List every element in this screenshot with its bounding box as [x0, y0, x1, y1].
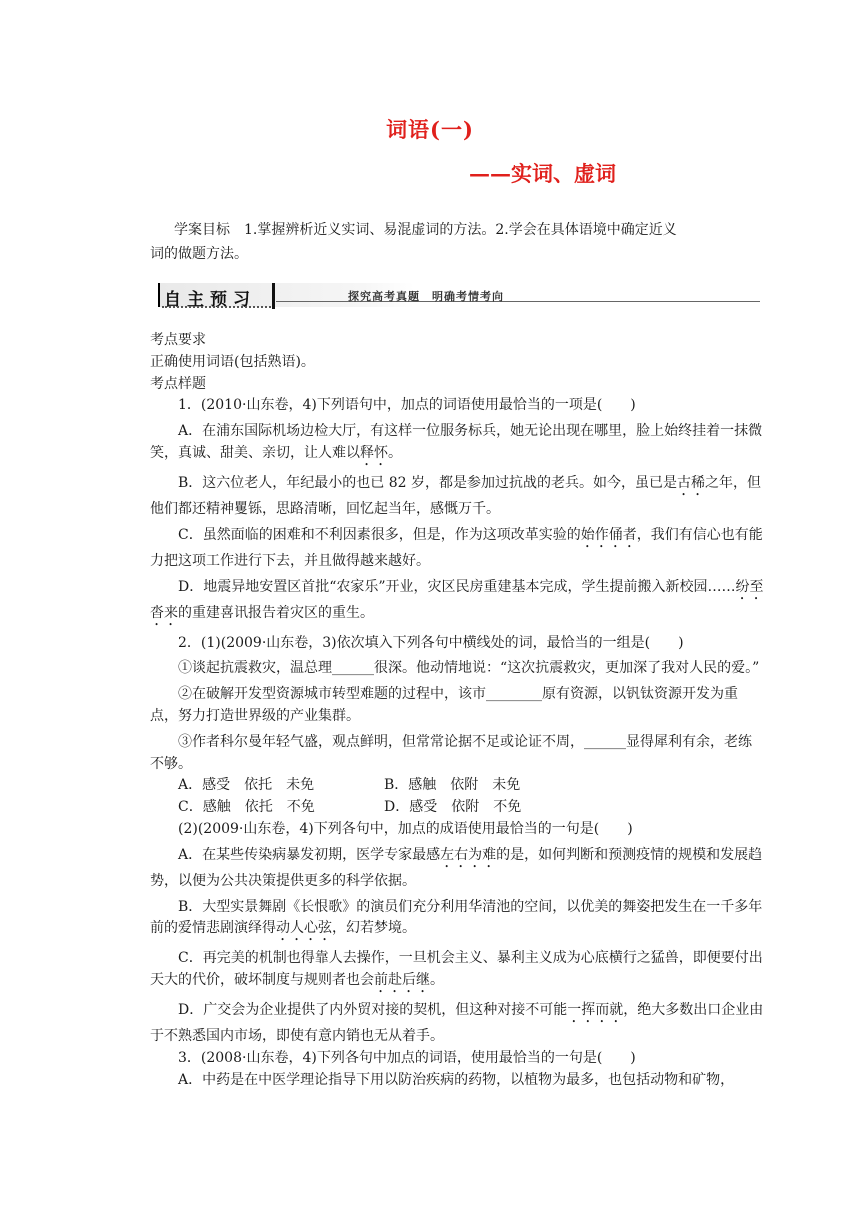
q2-option-b: B．感触 依附 未免 [384, 777, 521, 794]
content-body [150, 330, 764, 1092]
page-subtitle: ——实词、虚词 [469, 161, 616, 186]
q2-option-c: C．感触 依托 不免 [178, 799, 315, 816]
q3-stem: 3．(2008·山东卷，4)下列各句中加点的词语，使用最恰当的一句是( ) [178, 1049, 636, 1066]
q3-option-a: A．中药是在中医学理论指导下用以防治疾病的药物，以植物为最多，也包括动物和矿物， [178, 1071, 735, 1088]
banner-bar [272, 283, 275, 309]
q1-option-a: A．在浦东国际机场边检大厅，有这样一位服务标兵，她无论出现在哪里，脸上始终挂着一抹微笑，真诚、甜美、亲切，让人难以释怀。 [150, 423, 763, 461]
q2-options-row-1 [150, 775, 764, 797]
q2-2-option-a: A．在某些传染病暴发初期，医学专家最感左右为难的是，如何判断和预测疫情的规模和发展趋势，以便为公共决策提供更多的科学依据。 [150, 846, 763, 889]
q2-2-option-d: D．广交会为企业提供了内外贸对接的契机，但这种对接不可能一挥而就，绝大多数出口企业由于不熟悉国内市场，即使有意内销也无从着手。 [150, 1002, 764, 1045]
q2-stem: 2．(1)(2009·山东卷，3)依次填入下列各句中横线处的词，最恰当的一组是( ) [178, 634, 684, 651]
q2-sentence-1: ①谈起抗震救灾，温总理______很深。他动情地说：“这次抗震救灾，更加深了我对人民的爱。” [178, 660, 760, 677]
section-banner [148, 281, 760, 311]
learning-goal [150, 218, 754, 266]
q2-sentence-3: ③作者科尔曼年轻气盛，观点鲜明，但常常论据不足或论证不周，______显得犀利有余，老练不够。 [150, 733, 752, 772]
q2-options-row-2 [150, 797, 764, 819]
q2-2-option-c: C．再完美的机制也得靠人去操作，一旦机会主义、暴利主义成为心底横行之猛兽，即便要付出天大的代价，破坏制度与规则者也会前赴后继。 [150, 950, 763, 989]
kd-text: 正确使用词语(包括熟语)。 [150, 353, 315, 370]
q1-option-c: C．虽然面临的困难和不利因素很多，但是，作为这项改革实验的始作俑者，我们有信心也有能力把这项工作进行下去，并且做得越来越好。 [150, 526, 763, 569]
q1-option-d: D．地震异地安置区首批“农家乐”开业，灾区民房重建基本完成，学生提前搬入新校园……纷至沓来的重建喜讯报告着灾区的重生。 [150, 578, 764, 621]
banner-dots [162, 306, 274, 308]
q2-option-d: D．感受 依附 不免 [384, 799, 522, 816]
banner-title: 自主预习 [164, 290, 256, 310]
q1-stem: 1．(2010·山东卷，4)下列语句中，加点的词语使用最恰当的一项是( ) [178, 397, 636, 414]
page-title: 词语(一) [386, 117, 474, 142]
banner-subtitle: 探究高考真题 明确考情考向 [348, 290, 504, 303]
goal-line-1: 1.掌握辨析近义实词、易混虚词的方法。2.学会在具体语境中确定近义 [244, 222, 677, 238]
yt-label: 考点样题 [150, 375, 206, 392]
q2-2-option-b: B．大型实景舞剧《长恨歌》的演员们充分利用华清池的空间，以优美的舞姿把发生在一千多年前的爱情悲剧演绎得动人心弦，幻若梦境。 [150, 898, 763, 937]
q2-stem-2: (2)(2009·山东卷，4)下列各句中，加点的成语使用最恰当的一句是( ) [178, 820, 633, 837]
kd-label: 考点要求 [150, 332, 206, 348]
q2-option-a: A．感受 依托 未免 [178, 777, 315, 794]
goal-line-2: 词的做题方法。 [150, 246, 248, 262]
q1-option-b: B．这六位老人，年纪最小的也已 82 岁，都是参加过抗战的老兵。如今，虽已是古稀之年，但他们都还精神矍铄，思路清晰，回忆起当年，感慨万千。 [150, 474, 762, 517]
goal-label: 学案目标 [174, 222, 230, 238]
q2-sentence-2: ②在破解开发型资源城市转型难题的过程中，该市________原有资源，以钒钛资源开发为重点，努力打造世界级的产业集群。 [150, 686, 738, 724]
